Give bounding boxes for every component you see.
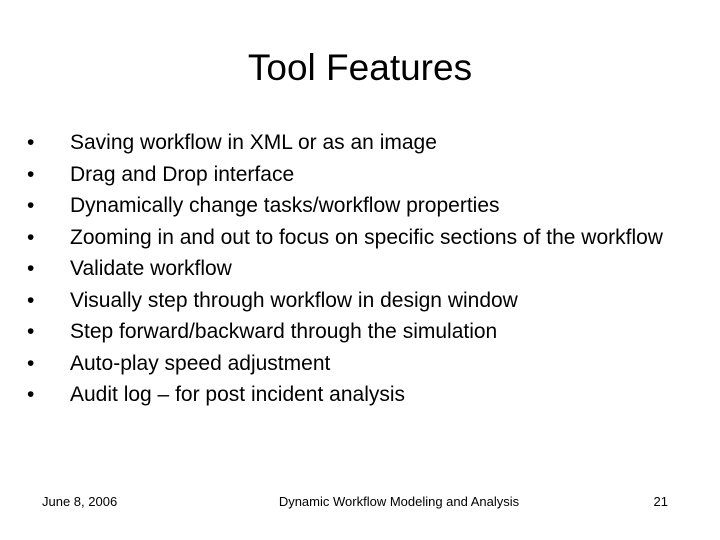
bullet-icon: • xyxy=(27,383,35,406)
footer-title: Dynamic Workflow Modeling and Analysis xyxy=(278,494,520,509)
bullet-text: Saving workflow in XML or as an image xyxy=(70,131,437,154)
list-item xyxy=(27,348,667,380)
list-item xyxy=(27,316,667,348)
bullet-icon: • xyxy=(27,194,35,217)
bullet-icon: • xyxy=(27,288,35,312)
bullet-text: Zooming in and out to focus on specific sections of the workflow xyxy=(70,225,663,249)
list-item xyxy=(27,127,667,159)
bullet-text: Audit log – for post incident analysis xyxy=(70,383,406,406)
bullet-icon: • xyxy=(27,131,35,154)
list-item xyxy=(27,190,667,222)
bullet-text: Validate workflow xyxy=(70,257,232,280)
bullet-text: Dynamically change tasks/workflow properties xyxy=(70,194,500,217)
bullet-text: Visually step through workflow in design window xyxy=(70,288,518,312)
bullet-icon: • xyxy=(27,257,35,280)
bullet-icon: • xyxy=(27,320,35,343)
page-number: 21 xyxy=(653,494,668,509)
slide-title: Tool Features xyxy=(247,47,473,88)
list-item xyxy=(27,253,667,285)
list-item xyxy=(27,379,667,411)
bullet-icon: • xyxy=(27,225,35,249)
list-item xyxy=(27,222,667,254)
bullet-text: Drag and Drop interface xyxy=(70,162,295,186)
list-item xyxy=(27,285,667,317)
footer-date: June 8, 2006 xyxy=(42,494,118,509)
bullet-icon: • xyxy=(27,351,35,375)
bullet-icon: • xyxy=(27,162,35,186)
bullet-text: Auto-play speed adjustment xyxy=(70,351,331,375)
bullet-text: Step forward/backward through the simulation xyxy=(70,320,498,343)
list-item xyxy=(27,159,667,191)
bullet-list xyxy=(27,127,667,411)
